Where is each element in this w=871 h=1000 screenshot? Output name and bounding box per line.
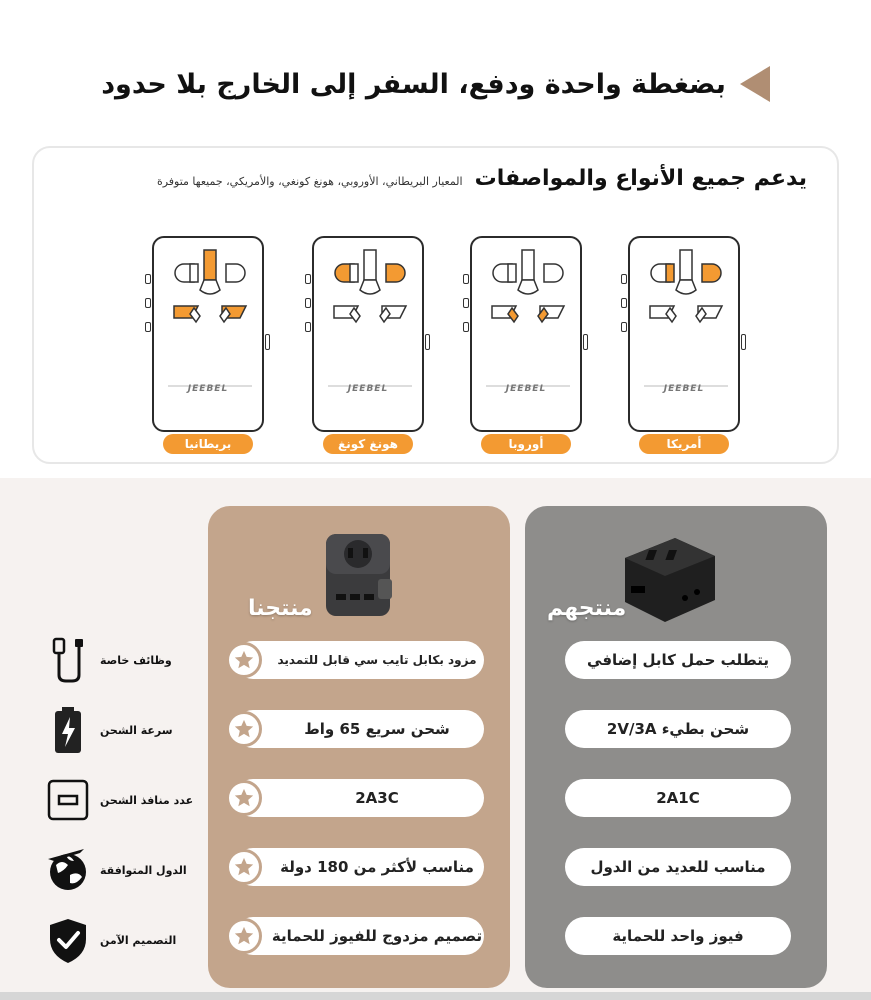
shield-check-icon xyxy=(46,915,90,965)
feature-row-special xyxy=(46,635,206,685)
feature-label: التصميم الآمن xyxy=(100,933,177,947)
star-icon xyxy=(226,918,262,954)
star-icon xyxy=(226,711,262,747)
region-label-hk: هونغ كونغ xyxy=(323,434,413,454)
their-feature-pill xyxy=(565,779,791,817)
feature-label: وظائف خاصة xyxy=(100,653,172,667)
adapter-illustration xyxy=(152,236,264,432)
their-adapter-product-image xyxy=(615,528,725,628)
feature-row-safety xyxy=(46,915,206,965)
our-feature-text: شحن سريع 65 واط xyxy=(304,720,450,738)
page-title: بضغطة واحدة ودفع، السفر إلى الخارج بلا حدود xyxy=(101,68,726,100)
their-product-column xyxy=(525,506,827,988)
region-label-eu: أوروبا xyxy=(481,434,571,454)
adapter-brand: JEEBEL xyxy=(187,384,229,394)
adapter-illustration xyxy=(470,236,582,432)
plug-types-heading xyxy=(157,166,807,191)
their-product-title: منتجهم xyxy=(547,596,627,621)
their-feature-text: شحن بطيء 2V/3A xyxy=(606,720,750,738)
feature-row-countries xyxy=(46,845,206,895)
their-feature-pill xyxy=(565,848,791,886)
feature-row-ports xyxy=(46,775,206,825)
our-product-column xyxy=(208,506,510,988)
star-icon xyxy=(226,642,262,678)
globe-plane-icon xyxy=(46,845,90,895)
triangle-bullet-icon xyxy=(740,66,770,102)
their-feature-pill xyxy=(565,710,791,748)
adapter-brand: JEEBEL xyxy=(663,384,705,394)
region-label-uk: بريطانيا xyxy=(163,434,253,454)
their-feature-text: يتطلب حمل كابل إضافي xyxy=(587,651,769,669)
our-feature-pill xyxy=(234,641,484,679)
adapter-brand: JEEBEL xyxy=(347,384,389,394)
adapter-illustration xyxy=(628,236,740,432)
page-header xyxy=(0,62,871,106)
our-feature-text: مزود بكابل تايب سي قابل للتمديد xyxy=(277,653,477,667)
our-feature-text: 2A3C xyxy=(355,789,399,807)
our-product-title: منتجنا xyxy=(248,596,313,621)
feature-label: عدد منافذ الشحن xyxy=(100,793,194,807)
region-label-us: أمريكا xyxy=(639,434,729,454)
plug-types-subtitle: المعيار البريطاني، الأوروبي، هونغ كونغي، والأمريكي، جميعها متوفرة xyxy=(156,175,463,188)
plug-types-card xyxy=(32,146,839,464)
usb-cable-icon xyxy=(46,635,90,685)
feature-row-speed xyxy=(46,705,206,755)
feature-label: سرعة الشحن xyxy=(100,723,173,737)
adapter-illustration xyxy=(312,236,424,432)
adapter-brand: JEEBEL xyxy=(505,384,547,394)
our-feature-text: مناسب لأكثر من 180 دولة xyxy=(280,858,474,876)
our-feature-pill xyxy=(234,779,484,817)
star-icon xyxy=(226,849,262,885)
usb-port-icon xyxy=(46,775,90,825)
our-adapter-product-image xyxy=(318,524,398,624)
their-feature-pill xyxy=(565,917,791,955)
plug-types-title: يدعم جميع الأنواع والمواصفات xyxy=(474,166,807,191)
bottom-divider xyxy=(0,992,871,1000)
star-icon xyxy=(226,780,262,816)
our-feature-text: تصميم مزدوج للفيوز للحماية xyxy=(271,927,483,945)
feature-label: الدول المتوافقة xyxy=(100,863,187,877)
their-feature-text: 2A1C xyxy=(656,789,700,807)
battery-bolt-icon xyxy=(46,705,90,755)
our-feature-pill xyxy=(234,917,484,955)
our-feature-pill xyxy=(234,710,484,748)
their-feature-text: مناسب للعديد من الدول xyxy=(590,858,766,876)
their-feature-text: فيوز واحد للحماية xyxy=(612,927,744,945)
their-feature-pill xyxy=(565,641,791,679)
our-feature-pill xyxy=(234,848,484,886)
